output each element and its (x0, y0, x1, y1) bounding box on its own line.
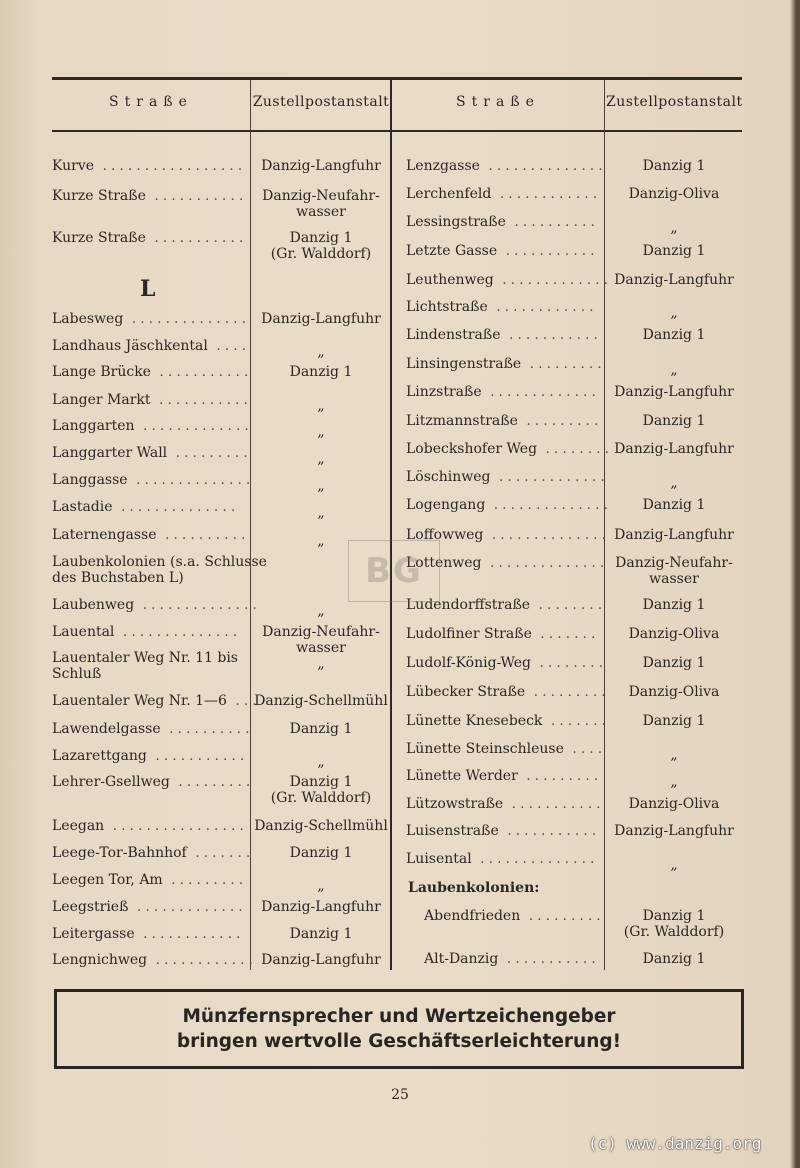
right-row-office: Danzig-Oliva (628, 186, 720, 202)
left-row-street: Laternengasse .......... (52, 527, 250, 543)
left-row-office: „ (317, 478, 325, 494)
right-row-street: Logengang .............. (406, 497, 613, 513)
left-row-street: Landhaus Jäschkental .... (52, 338, 251, 354)
right-row-street: Litzmannstraße ......... (406, 413, 603, 429)
header-office-right: Zustellpostanstalt (606, 94, 743, 110)
left-row-office: Danzig-Schellmühl (254, 818, 388, 834)
copyright-watermark: (c) www.danzig.org (588, 1134, 762, 1153)
banner-line-1: Münzfernsprecher und Wertzeichengeber (182, 1006, 616, 1027)
left-row-office: Danzig-Langfuhr (261, 158, 381, 174)
right-row-office: Danzig 1 (642, 597, 706, 613)
library-stamp: BG (348, 540, 440, 602)
left-row-office: „ (317, 603, 325, 619)
right-row-street: Lübecker Straße ......... (406, 684, 610, 700)
right-row-street: Leuthenweg ............. (406, 272, 613, 288)
left-row-street: Kurze Straße ........... (52, 188, 248, 204)
right-row-office: Danzig-Oliva (628, 796, 720, 812)
right-row-office: Danzig-Langfuhr (614, 527, 734, 543)
left-row-office: „ (317, 656, 325, 672)
right-row-street: Lenzgasse .............. (406, 158, 607, 174)
left-row-office: „ (317, 424, 325, 440)
right-row-office: Danzig 1 (642, 327, 706, 343)
right-row-street: Lünette Knesebeck ....... (406, 713, 611, 729)
right-row-office: Danzig-Langfuhr (614, 441, 734, 457)
left-row-street: Lazarettgang ........... (52, 748, 249, 764)
left-row-street: Langgasse .............. (52, 472, 255, 488)
left-row-office: Danzig 1 (Gr. Walddorf) (270, 774, 372, 806)
column-divider (604, 80, 605, 970)
right-row-office: „ (670, 774, 678, 790)
left-row-street: Kurve ................. (52, 158, 247, 174)
right-row-street: Loffowweg .............. (406, 527, 611, 543)
right-row-office: Danzig 1 (642, 413, 706, 429)
right-row-office: Danzig 1 (642, 713, 706, 729)
left-row-street: Lastadie .............. (52, 499, 240, 515)
right-row-street: Ludolfiner Straße ....... (406, 626, 600, 642)
left-row-office: Danzig 1 (289, 845, 353, 861)
left-row-office: Danzig-Langfuhr (261, 952, 381, 968)
right-row-street: Lobeckshofer Weg ........ (406, 441, 614, 457)
header-office-left: Zustellpostanstalt (252, 94, 390, 110)
laubenkolonie-row-office: Danzig 1 (Gr. Walddorf) (623, 908, 725, 940)
right-row-office: Danzig 1 (642, 497, 706, 513)
right-row-street: Luisenstraße ........... (406, 823, 601, 839)
left-row-office: Danzig-Neufahr- wasser (262, 624, 380, 656)
laubenkolonie-row-street: Abendfrieden ......... (424, 908, 605, 924)
right-row-street: Lützowstraße ........... (406, 796, 605, 812)
page-number: 25 (391, 1087, 409, 1103)
left-row-street: Langer Markt ........... (52, 392, 252, 408)
header-street-left: Straße (109, 94, 193, 110)
left-row-office: Danzig-Langfuhr (261, 311, 381, 327)
right-row-office: „ (670, 305, 678, 321)
right-row-street: Lichtstraße ............ (406, 299, 598, 315)
right-row-office: Danzig-Langfuhr (614, 823, 734, 839)
right-row-street: Löschinweg ............. (406, 469, 609, 485)
left-row-office: Danzig 1 (289, 364, 353, 380)
center-divider (390, 80, 392, 970)
left-row-street: Lengnichweg ............ (52, 952, 258, 968)
left-row-street: Lawendelgasse .......... (52, 721, 254, 737)
right-row-street: Lünette Steinschleuse .... (406, 741, 607, 757)
right-row-office: Danzig 1 (642, 655, 706, 671)
column-divider (250, 80, 251, 970)
right-row-street: Ludolf-König-Weg ........ (406, 655, 608, 671)
right-row-street: Linsingenstraße ......... (406, 356, 606, 372)
left-row-office: „ (317, 533, 325, 549)
right-row-office: „ (670, 362, 678, 378)
right-row-street: Lottenweg .............. (406, 555, 609, 571)
left-row-street: Lauentaler Weg Nr. 1—6 ... (52, 693, 261, 709)
left-row-office: „ (317, 398, 325, 414)
left-row-office: Danzig-Langfuhr (261, 899, 381, 915)
right-row-office: Danzig-Oliva (628, 684, 720, 700)
left-row-street: Leege-Tor-Bahnhof ....... (52, 845, 255, 861)
right-row-street: Luisental .............. (406, 851, 599, 867)
left-row-office: „ (317, 344, 325, 360)
right-row-office: Danzig 1 (642, 158, 706, 174)
table-header-rule (52, 130, 742, 132)
right-row-street: Lünette Werder ......... (406, 768, 603, 784)
right-row-office: „ (670, 747, 678, 763)
left-row-office: Danzig-Neufahr- wasser (262, 188, 380, 220)
right-row-office: Danzig-Langfuhr (614, 272, 734, 288)
laubenkolonien-heading: Laubenkolonien: (408, 880, 540, 896)
left-row-office: Danzig 1 (Gr. Walddorf) (270, 230, 372, 262)
right-row-street: Lerchenfeld ............ (406, 186, 602, 202)
right-row-office: Danzig-Neufahr- wasser (615, 555, 733, 587)
left-row-office: „ (317, 505, 325, 521)
left-row-street: Leegan ................ (52, 818, 248, 834)
left-row-street: Leitergasse ............ (52, 926, 245, 942)
right-row-office: Danzig-Oliva (628, 626, 720, 642)
left-row-street: Lehrer-Gsellweg ......... (52, 774, 255, 790)
left-row-office: Danzig 1 (289, 721, 353, 737)
right-row-street: Lindenstraße ........... (406, 327, 602, 343)
left-row-street: Lauental .............. (52, 624, 242, 640)
left-row-street: Leegen Tor, Am ......... (52, 872, 248, 888)
left-row-street: Kurze Straße ........... (52, 230, 248, 246)
table-top-rule (52, 77, 742, 80)
right-row-office: „ (670, 475, 678, 491)
left-row-street: Laubenkolonien (s.a. Schlusse des Buchstaben L) (52, 554, 267, 586)
left-row-street: Lange Brücke ........... (52, 364, 253, 380)
left-row-office: „ (317, 754, 325, 770)
banner-line-2: bringen wertvolle Geschäftserleichterung! (176, 1031, 622, 1052)
left-row-office: „ (317, 451, 325, 467)
right-row-street: Letzte Gasse ........... (406, 243, 599, 259)
header-street-right: Straße (456, 94, 540, 110)
left-row-office: Danzig 1 (289, 926, 353, 942)
left-row-street: Leegstrieß ............. (52, 899, 247, 915)
right-row-office: „ (670, 857, 678, 873)
advertisement-banner (54, 989, 744, 1069)
section-letter: L (140, 276, 156, 302)
left-row-street: Langgarter Wall ......... (52, 445, 252, 461)
left-row-street: Lauentaler Weg Nr. 11 bis Schluß (52, 650, 238, 682)
left-row-street: Langgarten ............. (52, 418, 253, 434)
right-row-office: „ (670, 220, 678, 236)
right-row-street: Lessingstraße .......... (406, 214, 599, 230)
right-row-office: Danzig-Langfuhr (614, 384, 734, 400)
laubenkolonie-row-street: Alt-Danzig ........... (424, 951, 600, 967)
left-row-street: Labesweg .............. (52, 311, 251, 327)
left-row-office: „ (317, 878, 325, 894)
left-row-office: Danzig-Schellmühl (254, 693, 388, 709)
right-row-street: Ludendorffstraße ........ (406, 597, 607, 613)
left-row-street: Laubenweg .............. (52, 597, 261, 613)
laubenkolonie-row-office: Danzig 1 (642, 951, 706, 967)
right-row-street: Linzstraße ............. (406, 384, 600, 400)
right-row-office: Danzig 1 (642, 243, 706, 259)
